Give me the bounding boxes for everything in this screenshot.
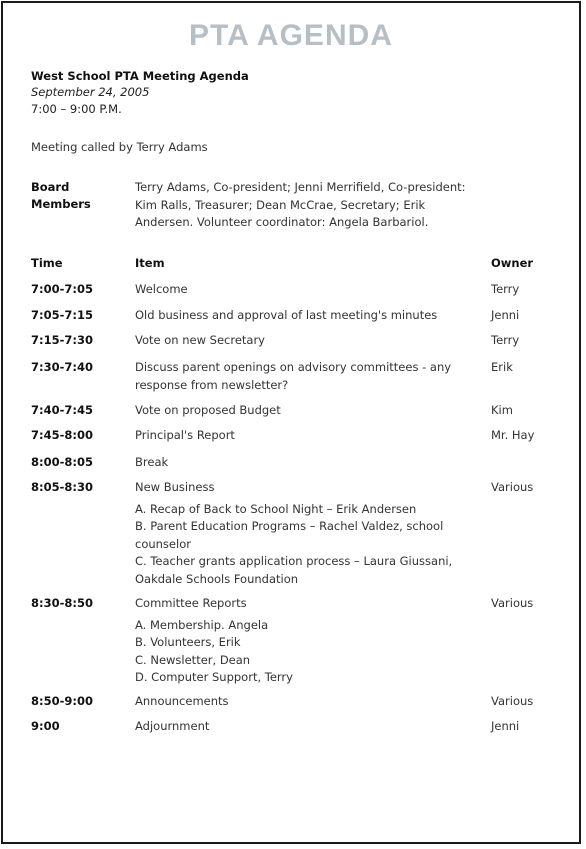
subitem: B. Volunteers, Erik [135, 635, 241, 649]
row-time: 7:15-7:30 [31, 333, 93, 347]
row-owner: Jenni [491, 719, 520, 733]
row-owner: Various [491, 596, 534, 610]
row-time: 7:05-7:15 [31, 308, 93, 322]
row-time: 8:50-9:00 [31, 694, 93, 708]
subitem: D. Computer Support, Terry [135, 670, 293, 684]
subitem: C. Teacher grants application process – Laura Giussani, Oakdale Schools Foundation [135, 554, 453, 586]
column-header-owner: Owner [491, 256, 534, 270]
row-item-block [135, 479, 465, 588]
row-owner: Mr. Hay [491, 428, 535, 442]
meeting-date: September 24, 2005 [31, 85, 150, 99]
agenda-page [1, 1, 581, 844]
page-title: PTA AGENDA [189, 19, 393, 52]
row-owner: Terry [491, 282, 520, 296]
row-item: Welcome [135, 282, 188, 296]
row-item: Committee Reports [135, 596, 247, 610]
board-members-text: Terry Adams, Co-president; Jenni Merrifield, Co-president: Kim Ralls, Treasurer; Dean McCrae, Secretary; Erik Andersen. Volunteer coordinator: Angela Barbariol. [135, 180, 466, 229]
row-item: Break [135, 455, 169, 469]
row-owner: Jenni [491, 308, 520, 322]
row-time: 7:40-7:45 [31, 403, 93, 417]
board-label-line1: Board [31, 180, 70, 194]
row-time: 8:00-8:05 [31, 455, 93, 469]
row-item: Announcements [135, 694, 229, 708]
row-time: 8:05-8:30 [31, 480, 93, 494]
row-owner: Various [491, 694, 534, 708]
subitem: A. Recap of Back to School Night – Erik Andersen [135, 501, 417, 516]
row-item: Vote on proposed Budget [135, 403, 281, 417]
row-time: 8:30-8:50 [31, 596, 93, 610]
row-item: Vote on new Secretary [135, 333, 265, 347]
row-item: Adjournment [135, 719, 210, 733]
row-item-block [135, 595, 465, 687]
subitem: C. Newsletter, Dean [135, 652, 251, 667]
row-owner: Various [491, 480, 534, 494]
row-item: Old business and approval of last meeting's minutes [135, 308, 438, 322]
row-item: Principal's Report [135, 428, 235, 442]
row-time: 7:00-7:05 [31, 282, 93, 296]
column-header-item: Item [135, 256, 165, 270]
row-owner: Terry [491, 333, 520, 347]
meeting-title: West School PTA Meeting Agenda [31, 69, 249, 83]
called-by: Meeting called by Terry Adams [31, 140, 208, 154]
meeting-time: 7:00 – 9:00 P.M. [31, 102, 122, 116]
column-header-time: Time [31, 256, 63, 270]
row-owner: Kim [491, 403, 513, 417]
row-item: Discuss parent openings on advisory committees - any response from newsletter? [135, 360, 452, 392]
row-time: 7:30-7:40 [31, 360, 93, 374]
board-members-label [31, 179, 111, 213]
subitem: A. Membership. Angela [135, 617, 269, 632]
row-time: 9:00 [31, 719, 60, 733]
row-owner: Erik [491, 360, 513, 374]
row-time: 7:45-8:00 [31, 428, 93, 442]
board-label-line2: Members [31, 197, 91, 211]
subitem: B. Parent Education Programs – Rachel Valdez, school counselor [135, 519, 444, 551]
row-item: New Business [135, 480, 215, 494]
